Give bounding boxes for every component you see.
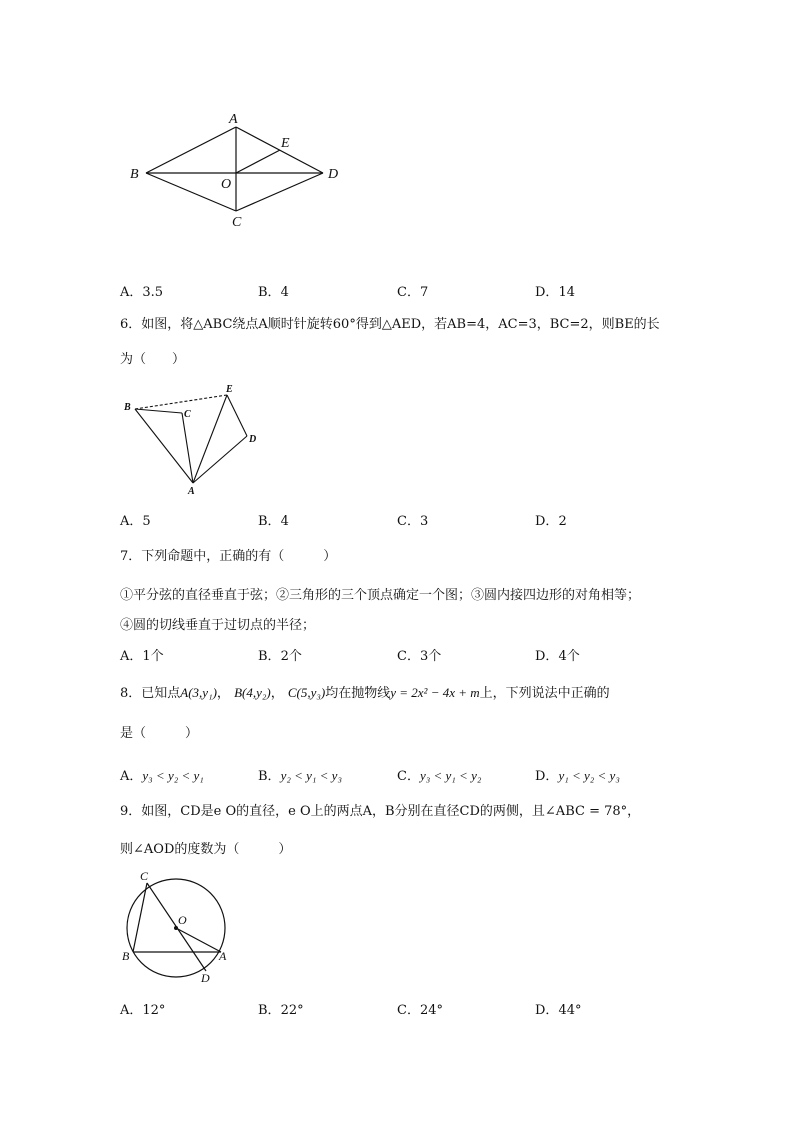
q8-prefix: 8．已知点 (120, 686, 181, 701)
segment-ed (227, 395, 247, 436)
radius-oa (176, 928, 221, 952)
q8-mid: 均在抛物线 (325, 686, 391, 701)
side-dc (236, 173, 323, 211)
label-b: B (124, 402, 131, 413)
label-a: A (188, 486, 195, 497)
q6-option-b: B．4 (258, 514, 289, 529)
segment-bc (135, 409, 182, 413)
label-d: D (249, 434, 257, 445)
side-ab (146, 127, 236, 173)
q5-option-d: D．14 (535, 285, 575, 300)
q8-stem-line1: 8．已知点A(3,y₁)， B(4,y₂)， C(5,y₃)均在抛物线y = 2x² − 4x + m上，下列说法中正确的 (120, 685, 610, 701)
q8-option-d: D．y₁ < y₂ < y₃ (535, 768, 620, 784)
q8-option-c: C．y₃ < y₁ < y₂ (397, 768, 482, 784)
label-c: C (184, 409, 191, 420)
label-d: D (328, 167, 339, 182)
q8-option-b: B．y₂ < y₁ < y₃ (258, 768, 342, 784)
segment-oe (236, 150, 280, 173)
label-d: D (201, 971, 210, 985)
q8-suffix: 上，下列说法中正确的 (479, 686, 610, 701)
q8-equation: y = 2x² − 4x + m (390, 685, 480, 700)
label-b: B (130, 167, 139, 182)
q5-option-b: B．4 (258, 285, 289, 300)
q9-option-b: B．22° (258, 1003, 304, 1018)
q6-option-a: A．5 (120, 514, 151, 529)
chord-cb (133, 883, 147, 952)
q8-point-b: B(4,y₂) (234, 685, 271, 700)
q8-point-c: C(5,y₃) (287, 685, 326, 700)
segment-da (193, 436, 247, 483)
label-a: A (219, 949, 227, 963)
segment-ba (135, 409, 193, 483)
q6-option-d: D．2 (535, 514, 567, 529)
q7-option-b: B．2个 (258, 649, 302, 664)
q7-statements-line2: ④圆的切线垂直于过切点的半径； (120, 618, 316, 633)
circle-figure (115, 868, 245, 986)
q9-stem-line2: 则∠AOD的度数为（ ） (120, 842, 292, 857)
segment-ca (182, 413, 193, 483)
q8-stem-line2: 是（ ） (120, 726, 199, 741)
rhombus-figure (120, 105, 360, 235)
segment-ae (193, 395, 227, 483)
label-o: O (178, 913, 187, 927)
q5-option-a: A．3.5 (120, 285, 164, 300)
rotation-figure (120, 380, 270, 498)
q7-option-c: C．3个 (397, 649, 442, 664)
q7-option-a: A．1个 (120, 649, 164, 664)
q9-option-c: C．24° (397, 1003, 443, 1018)
label-e: E (226, 384, 233, 395)
q6-stem-line2: 为（ ） (120, 352, 186, 367)
label-c: C (140, 869, 149, 883)
label-e: E (281, 136, 290, 151)
q6-stem-line1: 6．如图，将△ABC绕点A顺时针旋转60°得到△AED，若AB=4，AC=3，BC=2，则BE的长 (120, 317, 660, 332)
label-b: B (122, 949, 130, 963)
label-o: O (221, 177, 232, 192)
q7-option-d: D．4个 (535, 649, 580, 664)
q8-point-a: A(3,y₁) (180, 685, 217, 700)
q9-option-d: D．44° (535, 1003, 582, 1018)
q7-statements-line1: ①平分弦的直径垂直于弦；②三角形的三个顶点确定一个图；③圆内接四边形的对角相等； (120, 588, 641, 603)
q6-option-c: C．3 (397, 514, 429, 529)
label-a: A (229, 112, 238, 127)
q7-stem: 7．下列命题中，正确的有（ ） (120, 549, 337, 564)
segment-be-dashed (135, 395, 227, 409)
q9-option-a: A．12° (120, 1003, 166, 1018)
label-c: C (232, 215, 242, 230)
q8-option-a: A．y₃ < y₂ < y₁ (120, 768, 204, 784)
q9-stem-line1: 9．如图，CD是e O的直径，e O上的两点A，B分别在直径CD的两侧，且∠ABC = 78°， (120, 804, 641, 819)
q5-option-c: C．7 (397, 285, 429, 300)
